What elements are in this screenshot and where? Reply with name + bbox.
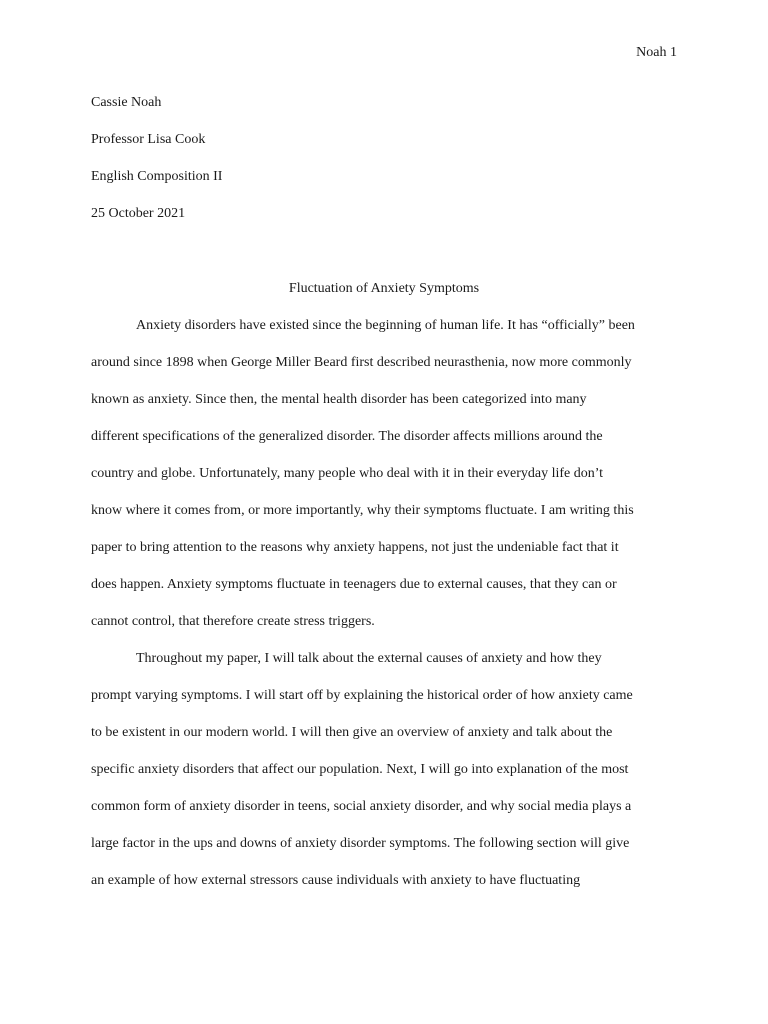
paragraph-line: prompt varying symptoms. I will start off by explaining the historical order of how anxiety came bbox=[91, 688, 633, 703]
paragraph-line: common form of anxiety disorder in teens, social anxiety disorder, and why social media plays a bbox=[91, 799, 632, 814]
paragraph-line: specific anxiety disorders that affect our population. Next, I will go into explanation of the most bbox=[91, 762, 629, 777]
paragraph-line: country and globe. Unfortunately, many people who deal with it in their everyday life don’t bbox=[91, 466, 604, 481]
date: 25 October 2021 bbox=[91, 206, 186, 221]
paragraph-line: Anxiety disorders have existed since the beginning of human life. It has “officially” been bbox=[136, 318, 635, 333]
paragraph-line: known as anxiety. Since then, the mental health disorder has been categorized into many bbox=[91, 392, 587, 407]
paper-title: Fluctuation of Anxiety Symptoms bbox=[288, 281, 480, 296]
student-name: Cassie Noah bbox=[91, 95, 162, 110]
paragraph-line: to be existent in our modern world. I will then give an overview of anxiety and talk about the bbox=[91, 725, 613, 740]
paragraph-line: does happen. Anxiety symptoms fluctuate in teenagers due to external causes, that they can or bbox=[91, 577, 617, 592]
paper-body bbox=[91, 315, 635, 907]
paragraph-line: around since 1898 when George Miller Beard first described neurasthenia, now more commonly bbox=[91, 355, 632, 370]
course-name: English Composition II bbox=[91, 169, 223, 184]
professor-name: Professor Lisa Cook bbox=[91, 132, 206, 147]
paragraph-line: paper to bring attention to the reasons why anxiety happens, not just the undeniable fact that it bbox=[91, 540, 619, 555]
paragraph-line: Throughout my paper, I will talk about the external causes of anxiety and how they bbox=[136, 651, 602, 666]
mla-heading bbox=[91, 92, 222, 240]
running-header: Noah 1 bbox=[636, 45, 677, 60]
paragraph-line: cannot control, that therefore create stress triggers. bbox=[91, 614, 375, 629]
paragraph-line: different specifications of the generalized disorder. The disorder affects millions around the bbox=[91, 429, 603, 444]
paragraph-1 bbox=[91, 315, 635, 648]
paragraph-line: large factor in the ups and downs of anxiety disorder symptoms. The following section will give bbox=[91, 836, 630, 851]
paragraph-2 bbox=[91, 648, 635, 907]
paragraph-line: know where it comes from, or more importantly, why their symptoms fluctuate. I am writing this bbox=[91, 503, 634, 518]
paragraph-line: an example of how external stressors cause individuals with anxiety to have fluctuating bbox=[91, 873, 581, 888]
